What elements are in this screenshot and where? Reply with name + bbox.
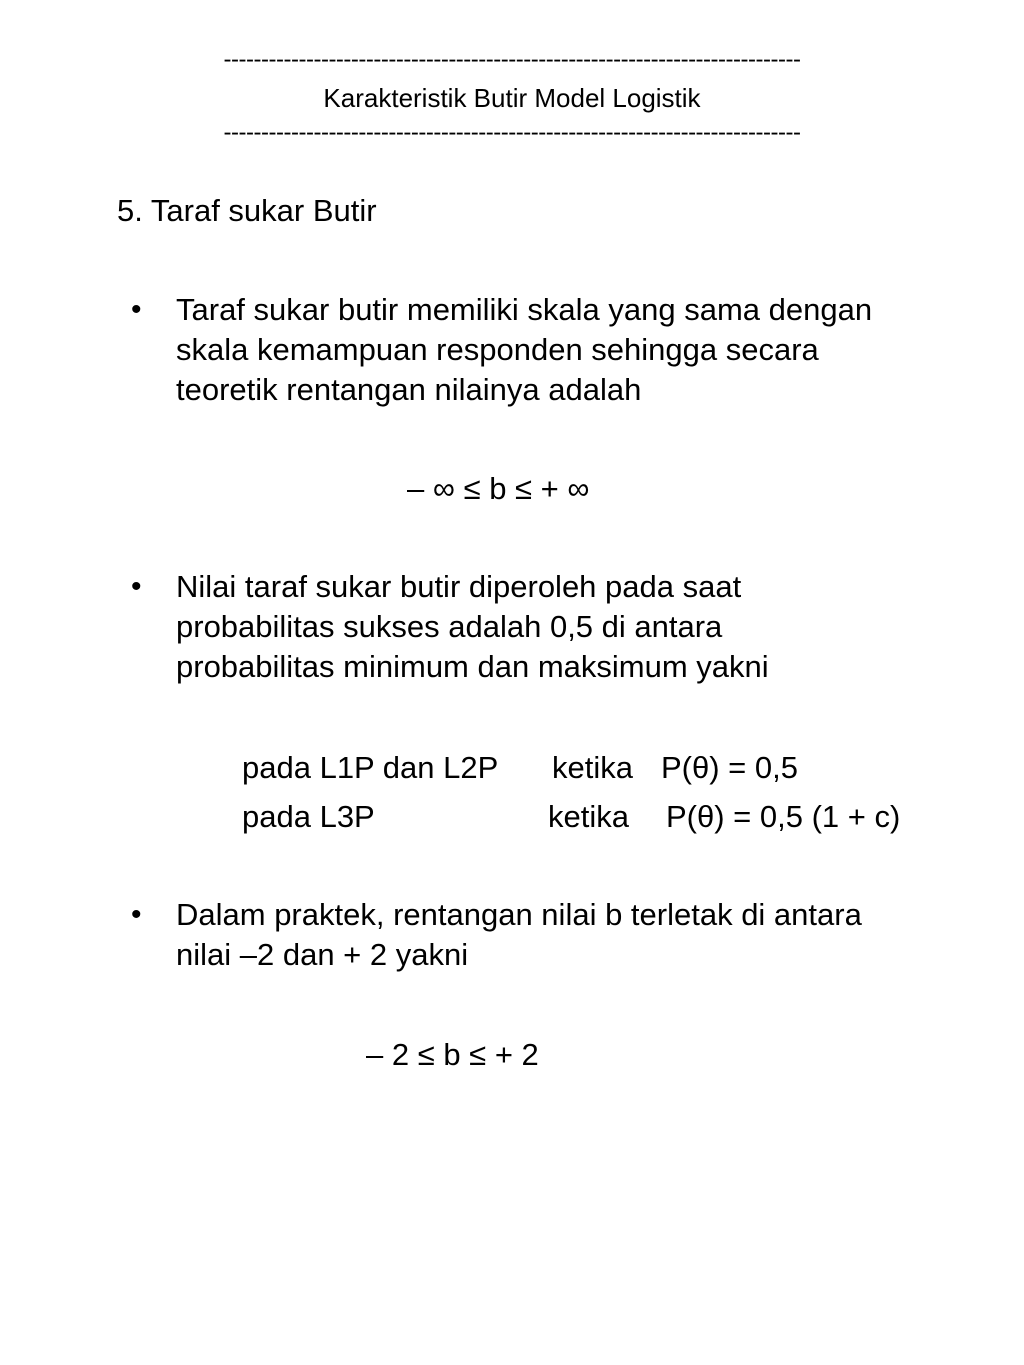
bullet-item-scale — [176, 290, 872, 410]
condition-when: ketika — [548, 799, 629, 834]
bullet-marker: • — [131, 898, 142, 931]
condition-when: ketika — [552, 750, 633, 785]
bullet-item-practice — [176, 895, 862, 975]
header-rule-top: ----------------------------------------------------------------------------- — [223, 46, 801, 73]
bullet-marker: • — [131, 293, 142, 326]
bullet-line: Dalam praktek, rentangan nilai b terletak di antara — [176, 897, 862, 932]
formula-theoretic-range: – ∞ ≤ b ≤ + ∞ — [407, 471, 590, 506]
bullet-line: teoretik rentangan nilainya adalah — [176, 372, 642, 407]
bullet-line: probabilitas minimum dan maksimum yakni — [176, 649, 769, 684]
formula-practical-range: – 2 ≤ b ≤ + 2 — [366, 1037, 539, 1072]
bullet-line: probabilitas sukses adalah 0,5 di antara — [176, 609, 723, 644]
condition-model-l1p-l2p: pada L1P dan L2P — [242, 750, 499, 785]
bullet-marker: • — [131, 570, 142, 603]
condition-expression: P(θ) = 0,5 (1 + c) — [666, 799, 901, 834]
section-title: 5. Taraf sukar Butir — [117, 193, 377, 228]
condition-expression: P(θ) = 0,5 — [661, 750, 798, 785]
bullet-item-probability — [176, 567, 769, 687]
bullet-line: nilai –2 dan + 2 yakni — [176, 937, 469, 972]
bullet-line: skala kemampuan responden sehingga secara — [176, 332, 819, 367]
condition-model-l3p: pada L3P — [242, 799, 375, 834]
header-rule-bottom: ----------------------------------------------------------------------------- — [223, 119, 801, 146]
bullet-line: Taraf sukar butir memiliki skala yang sama dengan — [176, 292, 873, 327]
page-title: Karakteristik Butir Model Logistik — [323, 83, 701, 113]
bullet-line: Nilai taraf sukar butir diperoleh pada saat — [176, 569, 742, 604]
